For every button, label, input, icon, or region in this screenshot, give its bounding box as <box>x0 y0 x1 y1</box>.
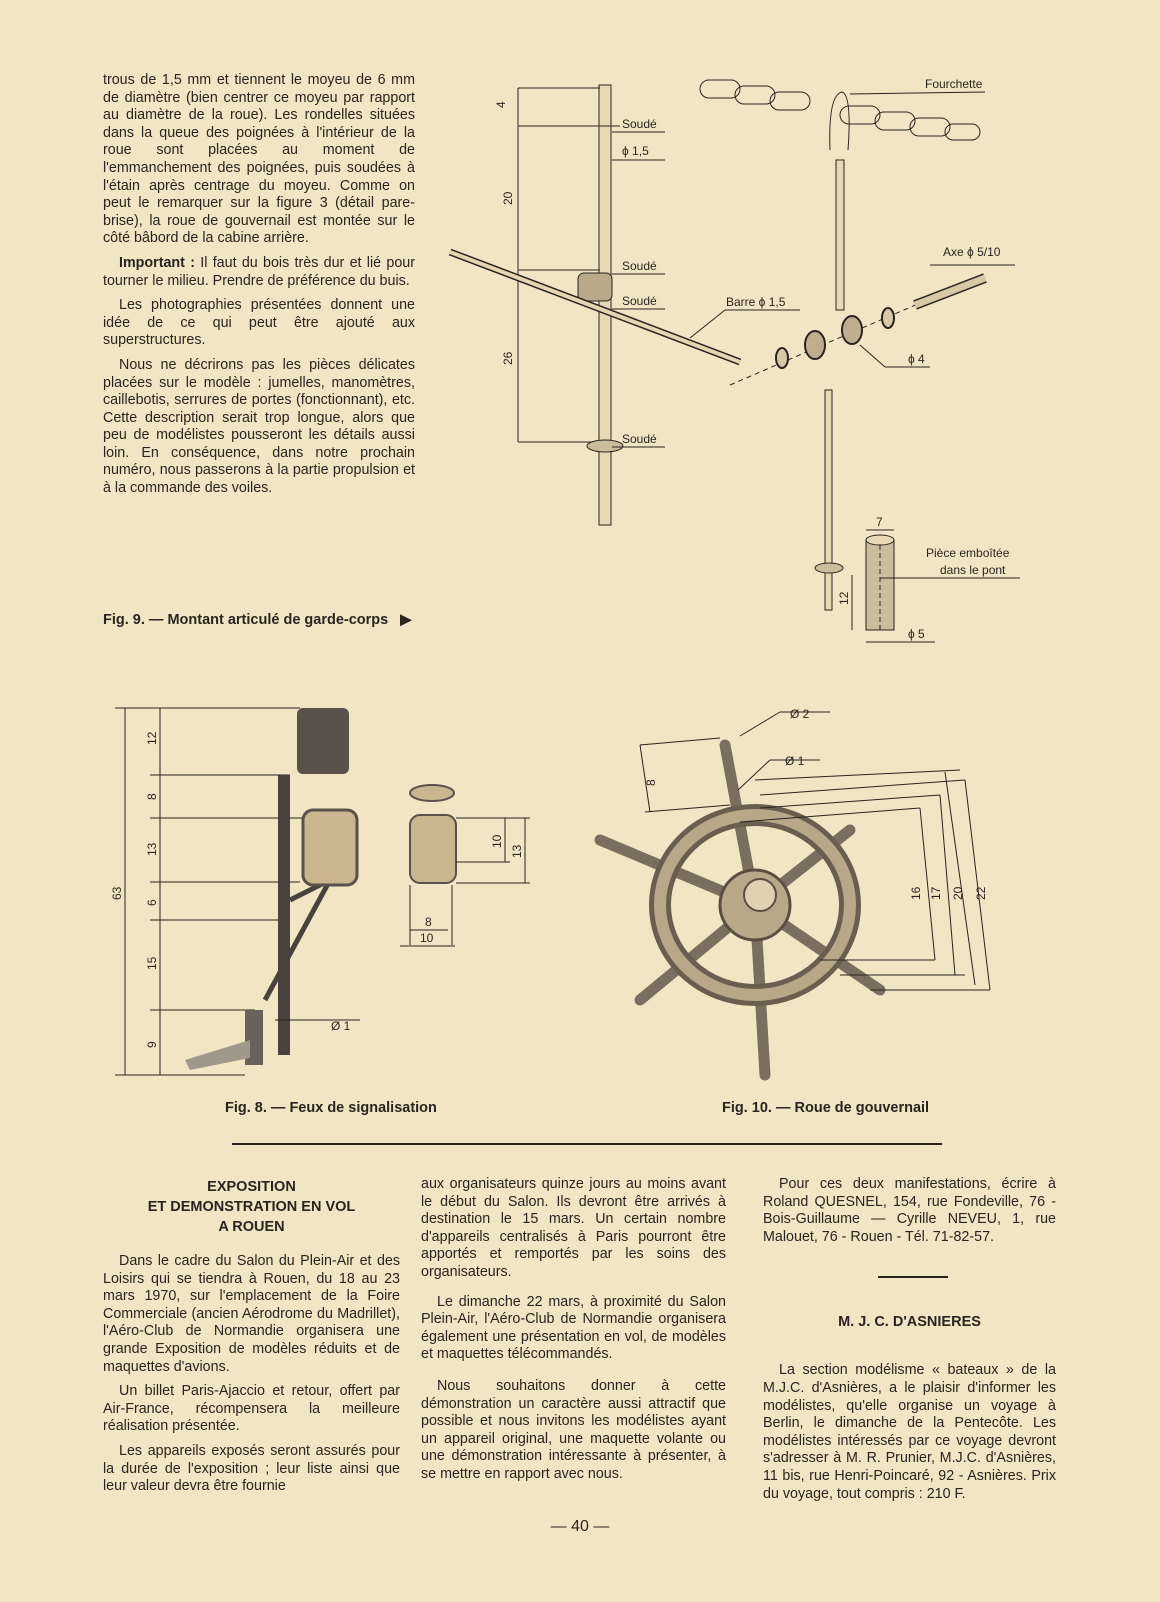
fig8-drawing <box>95 690 545 1090</box>
important-paragraph <box>103 255 415 290</box>
important-text: Il faut du bois très dur et lié pour tourner le milieu. Prendre de préférence du buis. <box>103 254 415 289</box>
title-line: A ROUEN <box>218 1219 285 1235</box>
dim-15-label: 15 <box>145 956 159 970</box>
fourchette-label: Fourchette <box>925 77 983 91</box>
dim-13-label: 13 <box>145 842 159 856</box>
diameter-2-label: Ø 2 <box>790 707 810 721</box>
soude-label: Soudé <box>622 259 657 273</box>
phi-1-5-label: ϕ 1,5 <box>622 144 649 158</box>
intro-paragraph: Les photographies présentées donnent une idée de ce qui peut être ajouté aux superstructures. <box>103 297 415 349</box>
rouen-contact-paragraph: Pour ces deux manifestations, écrire à Roland QUESNEL, 154, rue Fondeville, 76 - Bois-Guillaume — Cyrille NEVEU, 1, rue Malouet, 76 - Rouen - Tél. 71-82-57. <box>763 1176 1056 1245</box>
dim-7-label: 7 <box>876 515 883 529</box>
dim-16-label: 16 <box>909 886 923 900</box>
lamp-width-10-label: 10 <box>420 931 434 945</box>
dim-12-label: 12 <box>145 731 159 745</box>
dim-8-label: 8 <box>644 779 658 786</box>
rouen-paragraph: Le dimanche 22 mars, à proximité du Salon Plein-Air, l'Aéro-Club de Normandie organisera également une présentation en vol, de modèles et maquettes télécommandés. <box>421 1293 726 1363</box>
lamp-width-8-label: 8 <box>425 915 432 929</box>
intro-paragraph: Nous ne décrirons pas les pièces délicates placées sur le modèle : jumelles, manomètres, caillebotis, serrures de portes (fonctionnant), etc. Cette description serait trop longue, alors que peu de modélistes pousseront les détails aussi loin. En conséquence, dans notre prochain numéro, nous passerons à la partie propulsion et à la commande des voiles. <box>103 356 415 497</box>
axe-label: Axe ϕ 5/10 <box>943 245 1001 259</box>
rouen-paragraph: Les appareils exposés seront assurés pour la durée de l'exposition ; leur liste ainsi que leur valeur devra être fournie <box>103 1442 400 1495</box>
rouen-column-2 <box>421 1176 726 1491</box>
stanchion <box>450 85 740 525</box>
diameter-1-label: Ø 1 <box>331 1019 351 1033</box>
asnieres-article-title: M. J. C. D'ASNIERES <box>838 1314 981 1331</box>
page-number: — 40 — <box>550 1518 610 1535</box>
rouen-column-1 <box>103 1177 400 1503</box>
title-line: ET DEMONSTRATION EN VOL <box>147 1199 356 1215</box>
fig9-caption-text: Fig. 9. — Montant articulé de garde-corps <box>103 612 389 628</box>
steering-wheel <box>600 745 880 1075</box>
barre-label: Barre ϕ 1,5 <box>726 295 786 309</box>
dim-26-label: 26 <box>501 351 515 365</box>
soude-label: Soudé <box>622 432 657 446</box>
dim-22-label: 22 <box>974 886 988 900</box>
dim-17-label: 17 <box>929 886 943 900</box>
dim-6-label: 6 <box>145 899 159 906</box>
lamp-height-10-label: 10 <box>490 834 504 848</box>
rouen-paragraph: Un billet Paris-Ajaccio et retour, offert par Air-France, récompensera la meilleure réalisation présentée. <box>103 1383 400 1435</box>
fig8-caption: Fig. 8. — Feux de signalisation <box>225 1100 437 1116</box>
asnieres-paragraph: La section modélisme « bateaux » de la M.J.C. d'Asnières, a le plaisir d'informer les modélistes, qu'elle organise un voyage à Berlin, le dimanche de la Pentecôte. Les modélistes intéressés par ce voyage devront s'adresser à M. R. Prunier, M.J.C. d'Asnières, 11 bis, rue Henri-Poincaré, 92 - Asnières. Prix du voyage, tout compris : 210 F. <box>763 1362 1056 1502</box>
fig10-drawing <box>580 700 1010 1100</box>
dim-20-label: 20 <box>951 886 965 900</box>
short-divider <box>878 1276 948 1278</box>
intro-paragraph: trous de 1,5 mm et tiennent le moyeu de 6 mm de diamètre (bien centrer ce moyeu par rapport au diamètre de la roue). Les rondelles situées dans la queue des poignées à l'intérieur de la roue sont placées au moment de l'emmanchement des poignées, puis soudées à l'étain après centrage du moyeu. Comme on peut le remarquer sur la figure 3 (détail pare-brise), la roue de gouvernail est montée sur le côté bâbord de la cabine arrière. <box>103 72 415 247</box>
soude-label: Soudé <box>622 117 657 131</box>
fig10-caption: Fig. 10. — Roue de gouvernail <box>722 1100 930 1116</box>
rouen-article-title <box>103 1177 400 1237</box>
rouen-paragraph: Dans le cadre du Salon du Plein-Air et des Loisirs qui se tiendra à Rouen, du 18 au 23 mars 1970, sur l'emplacement de la Foire Commerciale (ancien Aérodrome du Madrillet), l'Aéro-Club de Normandie organisera une grande Exposition de modèles réduits et de maquettes d'avions. <box>103 1253 400 1375</box>
dim-12-label: 12 <box>837 591 851 605</box>
phi-5-label: ϕ 5 <box>908 627 925 641</box>
soude-label: Soudé <box>622 294 657 308</box>
rouen-paragraph: Nous souhaitons donner à cette démonstration un caractère aussi attractif que possible et nous invitons les modélistes ayant un appareil original, une maquette volante ou une démonstration intéressante à présenter, à se mettre en rapport avec nous. <box>421 1377 726 1482</box>
fig9-caption <box>103 612 411 628</box>
dim-8-label: 8 <box>145 793 159 800</box>
lamp-height-13-label: 13 <box>510 844 524 858</box>
rouen-paragraph: aux organisateurs quinze jours au moins avant le début du Salon. Ils devront être arrivés à destination le 15 mars. Un certain nombre d'appareils centralisés à Paris pourront être apportés et remportés par les soins des organisateurs. <box>421 1176 726 1280</box>
phi-4-label: ϕ 4 <box>908 352 925 366</box>
dim-9-label: 9 <box>145 1041 159 1048</box>
arrow-right-icon: ▶ <box>400 612 412 628</box>
piece-label-line2: dans le pont <box>940 563 1006 577</box>
piece-label-line1: Pièce emboîtée <box>926 546 1010 560</box>
fig9-drawing <box>440 70 1040 660</box>
rouen-asnieres-column-3 <box>763 1176 1056 1510</box>
diameter-1-label: Ø 1 <box>785 754 805 768</box>
dim-63-label: 63 <box>110 886 124 900</box>
intro-text-column <box>103 72 415 505</box>
title-line: EXPOSITION <box>207 1179 296 1195</box>
important-label: Important : <box>119 254 195 271</box>
section-divider <box>232 1143 942 1145</box>
dim-20-label: 20 <box>501 191 515 205</box>
dim-4-label: 4 <box>494 101 508 108</box>
